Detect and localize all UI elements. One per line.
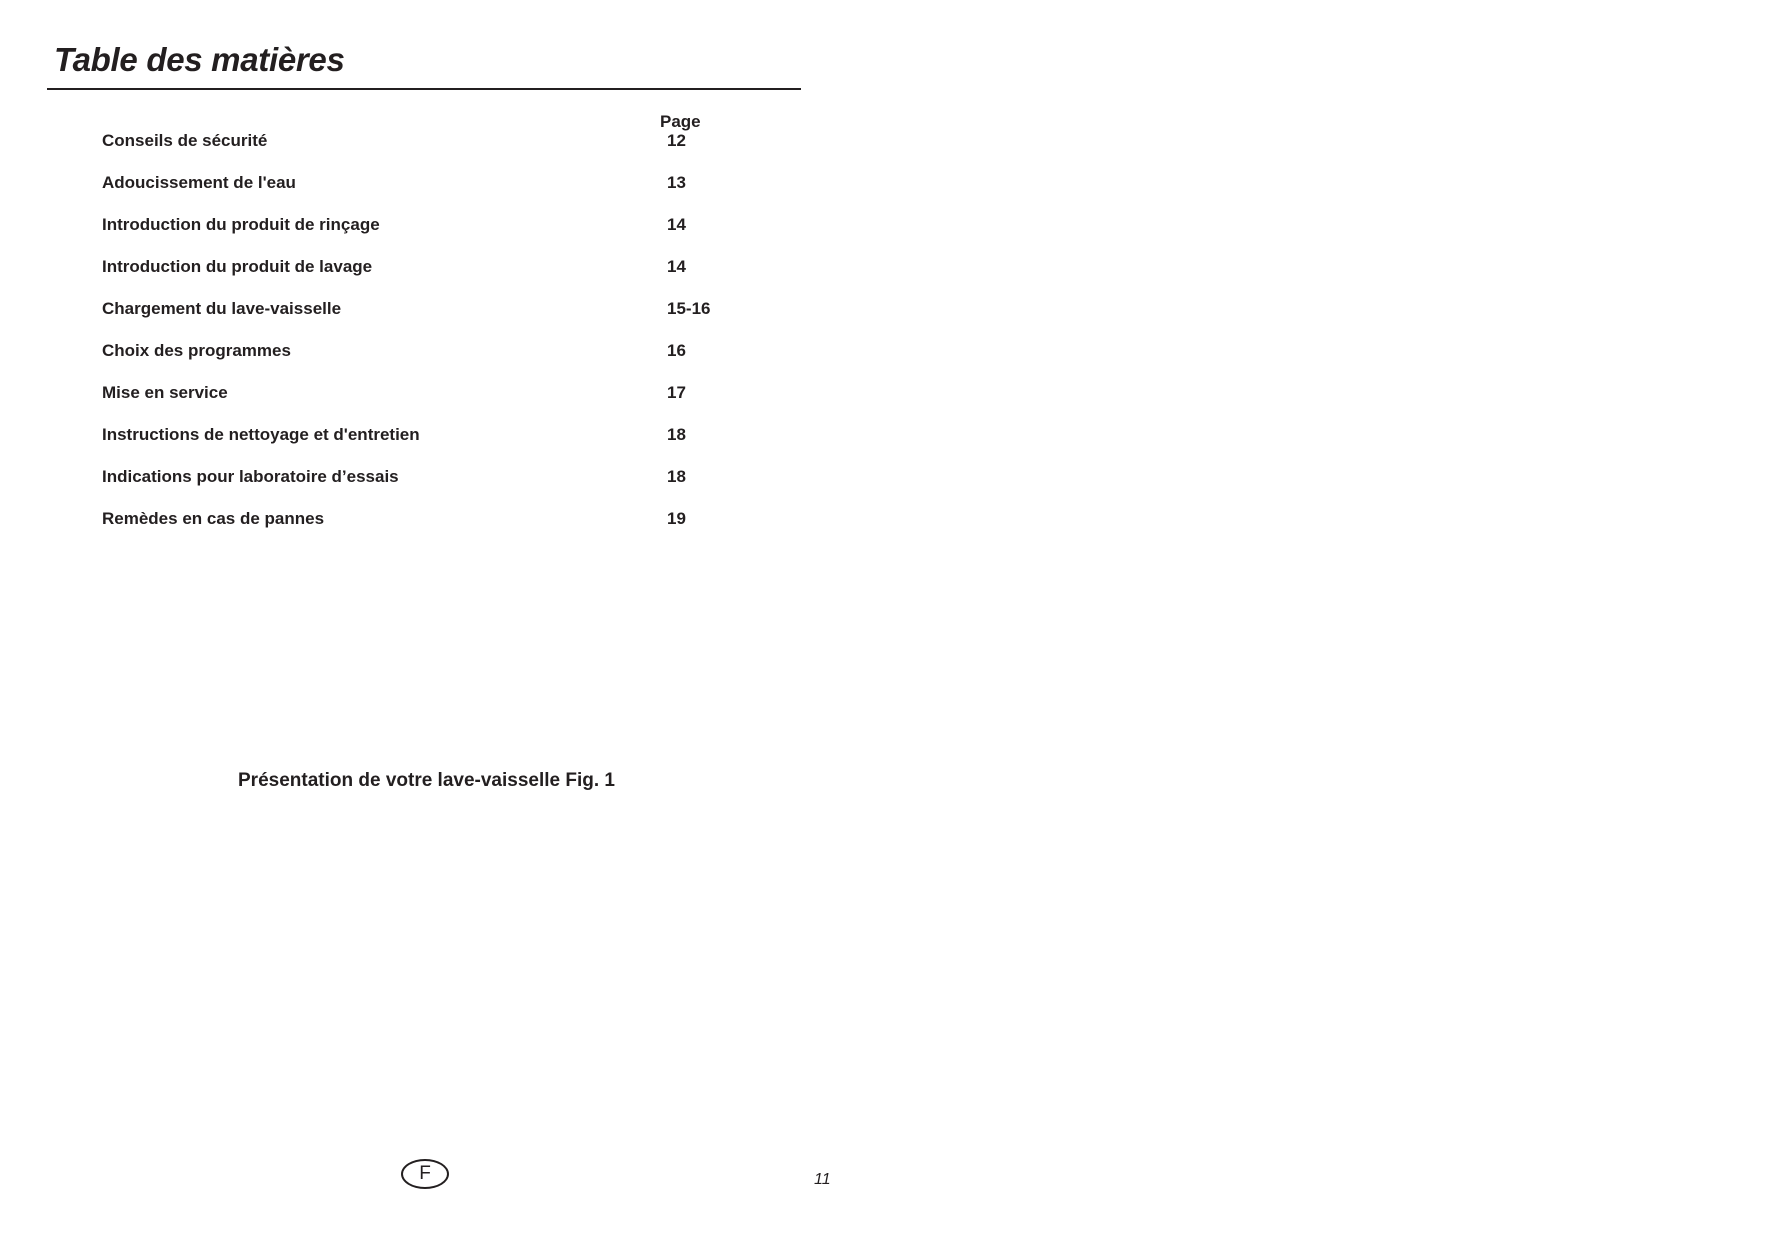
toc-entry-page: 17: [667, 383, 686, 402]
toc-entry-title: Introduction du produit de rinçage: [102, 215, 380, 234]
toc-entry[interactable]: [102, 509, 742, 551]
toc-entry-title: Mise en service: [102, 383, 228, 402]
toc-entry-page: 14: [667, 215, 686, 234]
page-title: Table des matières: [54, 41, 345, 78]
toc-entry-page: 18: [667, 425, 686, 444]
toc-entry-title: Chargement du lave-vaisselle: [102, 299, 342, 318]
page-column-header: Page: [660, 112, 701, 131]
toc-entry[interactable]: [102, 383, 742, 425]
page-number: 11: [814, 1171, 831, 1188]
toc-entry-title: Choix des programmes: [102, 341, 291, 360]
figure-caption: Présentation de votre lave-vaisselle Fig. 1: [238, 770, 615, 791]
toc-entry-title: Indications pour laboratoire d’essais: [102, 467, 399, 486]
toc-entry-title: Remèdes en cas de pannes: [102, 509, 325, 528]
toc-entry[interactable]: [102, 467, 742, 509]
toc-entry[interactable]: [102, 341, 742, 383]
toc-entry-page: 12: [667, 131, 686, 150]
toc-entry[interactable]: [102, 215, 742, 257]
toc-entries: [102, 131, 742, 551]
language-badge: F: [401, 1159, 449, 1189]
toc-entry[interactable]: [102, 425, 742, 467]
toc-entry-title: Introduction du produit de lavage: [102, 257, 373, 276]
toc-entry-page: 18: [667, 467, 686, 486]
toc-entry-page: 15-16: [667, 299, 711, 318]
toc-entry-title: Adoucissement de l'eau: [102, 173, 296, 192]
toc-entry[interactable]: [102, 299, 742, 341]
toc-entry[interactable]: [102, 257, 742, 299]
title-underline: [47, 88, 801, 90]
toc-entry-page: 13: [667, 173, 686, 192]
toc-entry[interactable]: [102, 173, 742, 215]
toc-entry-title: Instructions de nettoyage et d'entretien: [102, 425, 420, 444]
toc-entry-page: 14: [667, 257, 686, 276]
toc-entry-page: 16: [667, 341, 686, 360]
toc-entry-page: 19: [667, 509, 686, 528]
toc-entry[interactable]: [102, 131, 742, 173]
toc-entry-title: Conseils de sécurité: [102, 131, 268, 150]
